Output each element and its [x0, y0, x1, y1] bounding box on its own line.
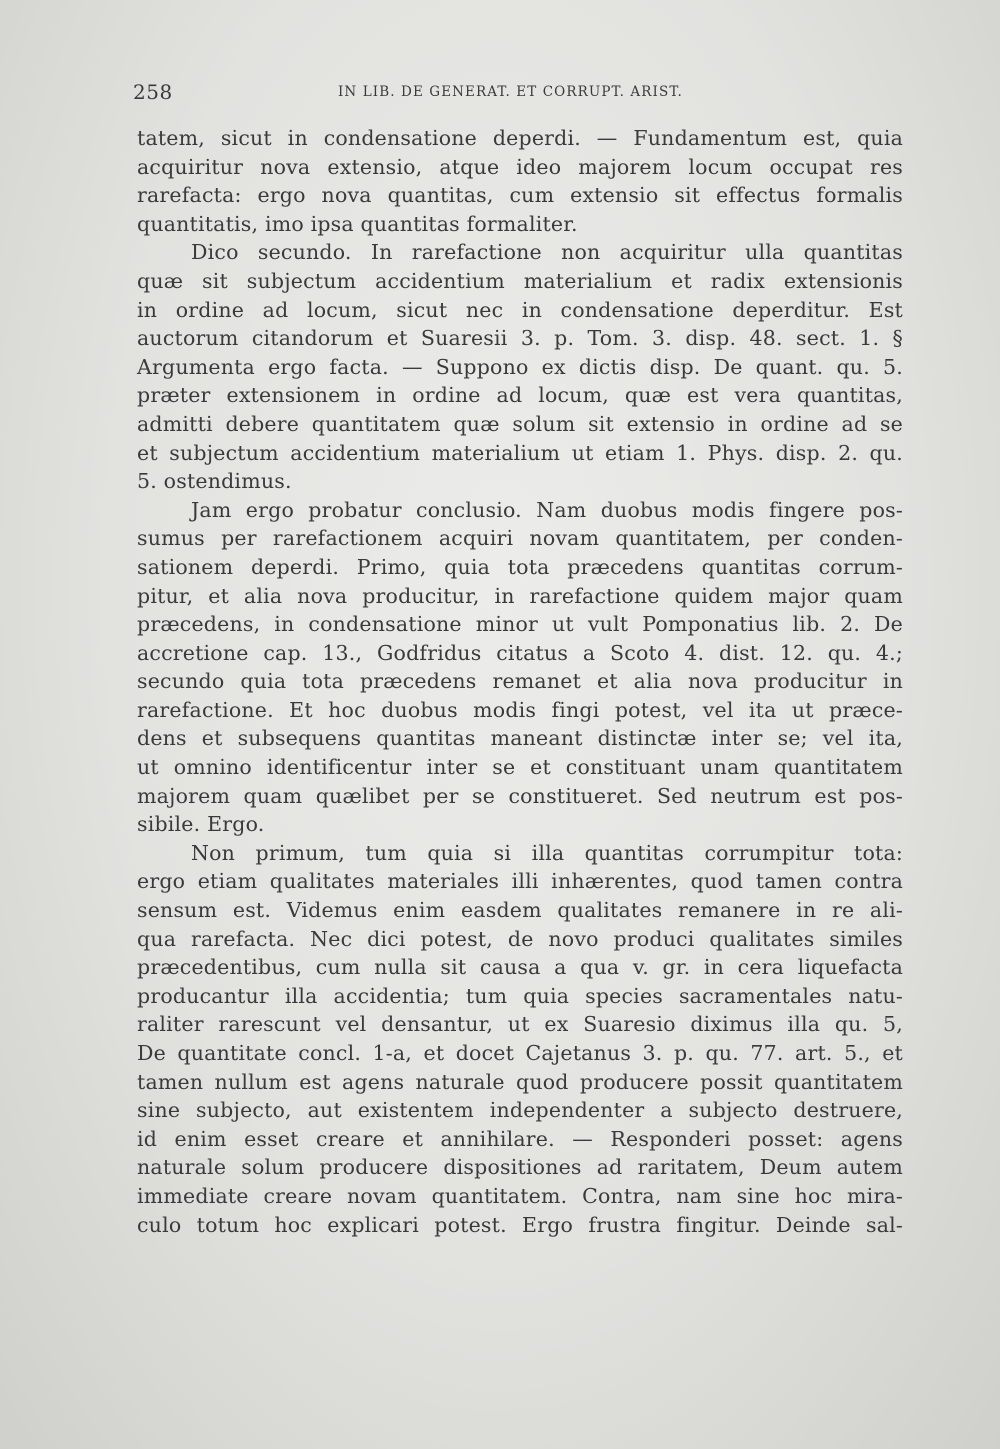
text-line: dens et subsequens quantitas maneant distinctæ inter se; vel ita,: [137, 726, 903, 751]
text-line: pitur, et alia nova producitur, in rarefactione quidem major quam: [137, 583, 903, 608]
text-line: naturale solum producere dispositiones ad raritatem, Deum autem: [137, 1155, 903, 1180]
text-line: ut omnino identificentur inter se et constituant unam quantitatem: [137, 755, 903, 780]
text-line: ergo etiam qualitates materiales illi inhærentes, quod tamen contra: [137, 869, 903, 894]
text-line: præter extensionem in ordine ad locum, quæ est vera quantitas,: [137, 383, 903, 408]
text-line: acquiritur nova extensio, atque ideo majorem locum occupat res: [137, 154, 903, 179]
running-head: IN LIB. DE GENERAT. ET CORRUPT. ARIST.: [338, 84, 683, 100]
text-line: auctorum citandorum et Suaresii 3. p. Tom. 3. disp. 48. sect. 1. §: [137, 326, 903, 351]
text-line: Dico secundo. In rarefactione non acquiritur ulla quantitas: [191, 240, 903, 265]
text-line: secundo quia tota præcedens remanet et alia nova producitur in: [137, 669, 903, 694]
text-line: sationem deperdi. Primo, quia tota præcedens quantitas corrum-: [137, 554, 903, 579]
text-line: sensum est. Videmus enim easdem qualitates remanere in re ali-: [137, 898, 903, 923]
text-line: et subjectum accidentium materialium ut etiam 1. Phys. disp. 2. qu.: [137, 440, 903, 465]
text-line: præcedentibus, cum nulla sit causa a qua v. gr. in cera liquefacta: [137, 955, 903, 980]
text-line: Argumenta ergo facta. — Suppono ex dictis disp. De quant. qu. 5.: [137, 354, 903, 379]
text-line: admitti debere quantitatem quæ solum sit extensio in ordine ad se: [137, 411, 903, 436]
text-line: Jam ergo probatur conclusio. Nam duobus modis fingere pos-: [191, 497, 903, 522]
text-line: accretione cap. 13., Godfridus citatus a Scoto 4. dist. 12. qu. 4.;: [137, 640, 903, 665]
text-line: qua rarefacta. Nec dici potest, de novo produci qualitates similes: [137, 926, 903, 951]
text-line: producantur illa accidentia; tum quia species sacramentales natu-: [137, 983, 903, 1008]
page-number: 258: [133, 80, 173, 104]
text-line: majorem quam quælibet per se constitueret. Sed neutrum est pos-: [137, 783, 903, 808]
text-line: tamen nullum est agens naturale quod producere possit quantitatem: [137, 1069, 903, 1094]
text-line: in ordine ad locum, sicut nec in condensatione deperditur. Est: [137, 297, 903, 322]
text-line: quantitatis, imo ipsa quantitas formaliter.: [137, 211, 578, 236]
text-line: quæ sit subjectum accidentium materialium et radix extensionis: [137, 268, 903, 293]
text-line: rarefactione. Et hoc duobus modis fingi potest, vel ita ut præce-: [137, 697, 903, 722]
page-header: [133, 76, 903, 106]
body-text: [137, 124, 903, 1239]
text-line: rarefacta: ergo nova quantitas, cum extensio sit effectus formalis: [137, 183, 903, 208]
text-line: sumus per rarefactionem acquiri novam quantitatem, per conden-: [137, 526, 903, 551]
text-line: id enim esset creare et annihilare. — Responderi posset: agens: [137, 1126, 903, 1151]
text-line: tatem, sicut in condensatione deperdi. — Fundamentum est, quia: [137, 126, 903, 150]
text-line: 5. ostendimus.: [137, 469, 292, 494]
text-line: Non primum, tum quia si illa quantitas corrumpitur tota:: [191, 840, 903, 865]
text-line: raliter rarescunt vel densantur, ut ex Suaresio diximus illa qu. 5,: [137, 1012, 903, 1037]
text-line: sibile. Ergo.: [137, 812, 265, 837]
text-line: sine subjecto, aut existentem independenter a subjecto destruere,: [137, 1098, 903, 1123]
text-line: De quantitate concl. 1-a, et docet Cajetanus 3. p. qu. 77. art. 5., et: [137, 1041, 903, 1065]
text-line: culo totum hoc explicari potest. Ergo frustra fingitur. Deinde sal-: [137, 1212, 903, 1237]
text-line: præcedens, in condensatione minor ut vult Pomponatius lib. 2. De: [137, 612, 903, 637]
text-line: immediate creare novam quantitatem. Contra, nam sine hoc mira-: [137, 1183, 903, 1208]
